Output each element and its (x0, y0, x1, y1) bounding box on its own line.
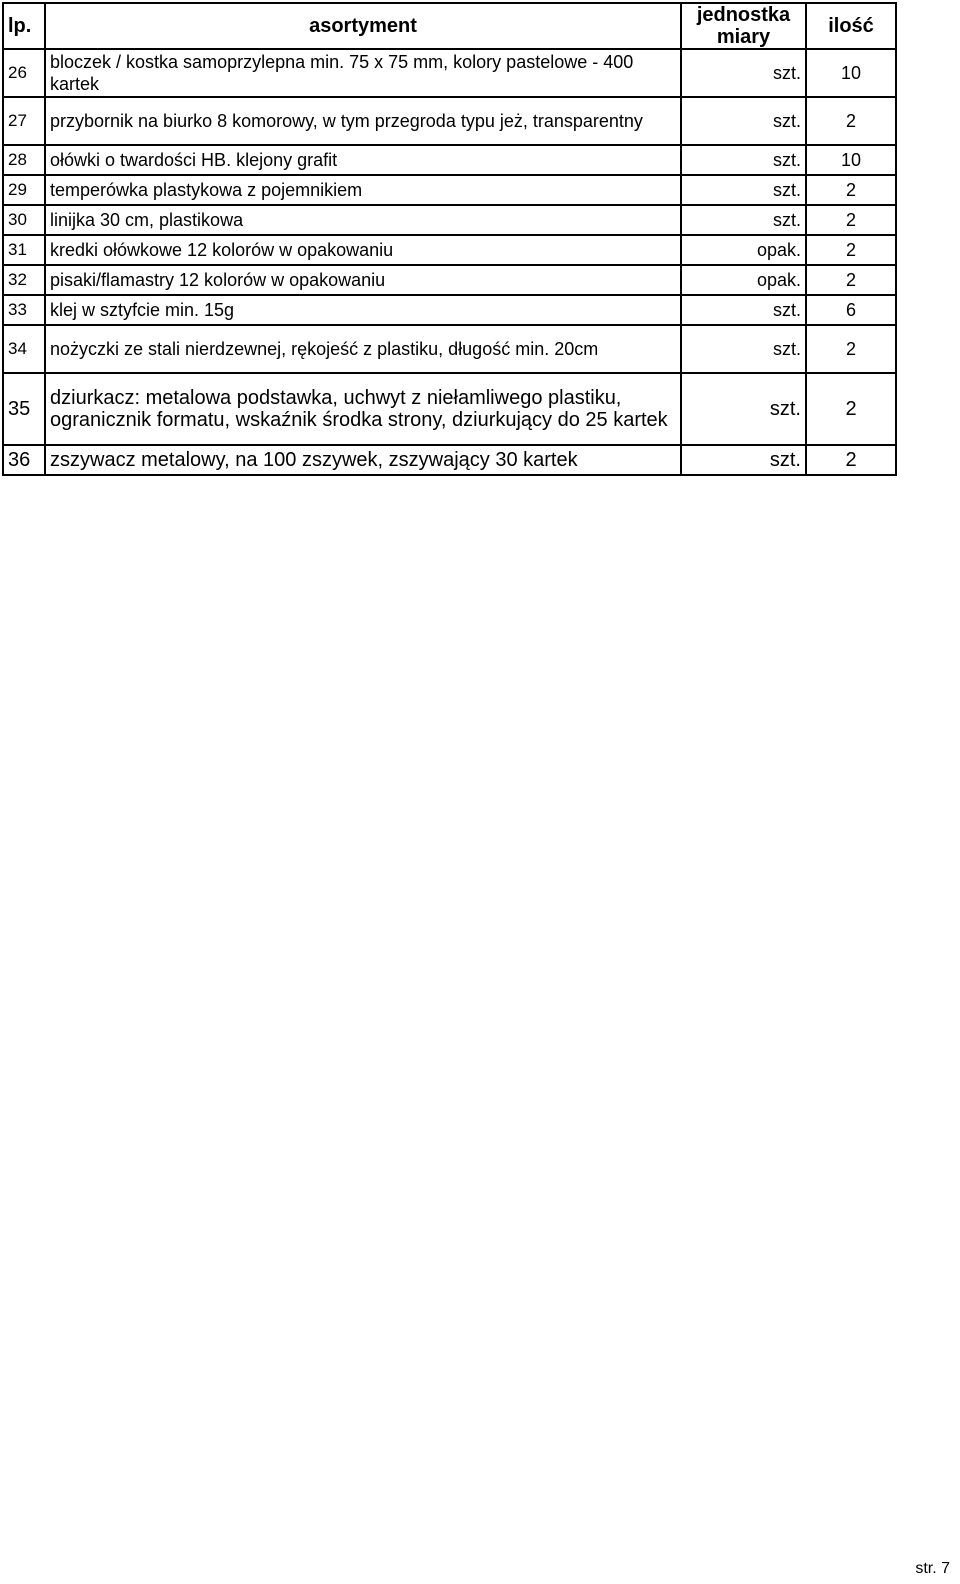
row-unit: szt. (681, 445, 806, 475)
table-row (3, 325, 896, 373)
row-name: nożyczki ze stali nierdzewnej, rękojeść z plastiku, długość min. 20cm (45, 325, 681, 373)
row-unit: opak. (681, 235, 806, 265)
row-lp: 27 (3, 97, 45, 145)
row-name: pisaki/flamastry 12 kolorów w opakowaniu (45, 265, 681, 295)
row-qty: 2 (806, 373, 896, 445)
row-unit: szt. (681, 295, 806, 325)
row-lp: 29 (3, 175, 45, 205)
table-row (3, 175, 896, 205)
table-row (3, 373, 896, 445)
row-lp: 28 (3, 145, 45, 175)
table-row (3, 295, 896, 325)
row-qty: 2 (806, 325, 896, 373)
row-lp: 35 (3, 373, 45, 445)
table-row (3, 445, 896, 475)
row-qty: 2 (806, 445, 896, 475)
row-lp: 30 (3, 205, 45, 235)
row-unit: szt. (681, 373, 806, 445)
row-lp: 32 (3, 265, 45, 295)
row-unit: szt. (681, 205, 806, 235)
header-row (3, 3, 896, 49)
table-row (3, 49, 896, 97)
row-qty: 6 (806, 295, 896, 325)
row-lp: 34 (3, 325, 45, 373)
row-name: ołówki o twardości HB. klejony grafit (45, 145, 681, 175)
table-row (3, 205, 896, 235)
row-qty: 10 (806, 145, 896, 175)
row-unit: opak. (681, 265, 806, 295)
row-lp: 26 (3, 49, 45, 97)
row-name: linijka 30 cm, plastikowa (45, 205, 681, 235)
row-unit: szt. (681, 49, 806, 97)
row-qty: 2 (806, 175, 896, 205)
table-row (3, 235, 896, 265)
row-unit: szt. (681, 325, 806, 373)
row-name: zszywacz metalowy, na 100 zszywek, zszywający 30 kartek (45, 445, 681, 475)
row-lp: 31 (3, 235, 45, 265)
header-lp: lp. (3, 3, 45, 49)
row-qty: 2 (806, 205, 896, 235)
row-lp: 33 (3, 295, 45, 325)
table-row (3, 97, 896, 145)
row-qty: 2 (806, 235, 896, 265)
items-table (2, 2, 897, 476)
table-row (3, 145, 896, 175)
row-name: dziurkacz: metalowa podstawka, uchwyt z niełamliwego plastiku, ogranicznik formatu, wskaźnik środka strony, dziurkujący do 25 kartek (45, 373, 681, 445)
row-name: przybornik na biurko 8 komorowy, w tym przegroda typu jeż, transparentny (45, 97, 681, 145)
header-qty: ilość (806, 3, 896, 49)
header-name: asortyment (45, 3, 681, 49)
row-name: klej w sztyfcie min. 15g (45, 295, 681, 325)
row-unit: szt. (681, 145, 806, 175)
row-unit: szt. (681, 175, 806, 205)
row-name: kredki ołówkowe 12 kolorów w opakowaniu (45, 235, 681, 265)
header-unit: jednostka miary (681, 3, 806, 49)
page-number: str. 7 (915, 1560, 950, 1577)
row-unit: szt. (681, 97, 806, 145)
row-lp: 36 (3, 445, 45, 475)
row-name: temperówka plastykowa z pojemnikiem (45, 175, 681, 205)
row-qty: 2 (806, 97, 896, 145)
row-qty: 2 (806, 265, 896, 295)
table-row (3, 265, 896, 295)
row-qty: 10 (806, 49, 896, 97)
row-name: bloczek / kostka samoprzylepna min. 75 x 75 mm, kolory pastelowe - 400 kartek (45, 49, 681, 97)
